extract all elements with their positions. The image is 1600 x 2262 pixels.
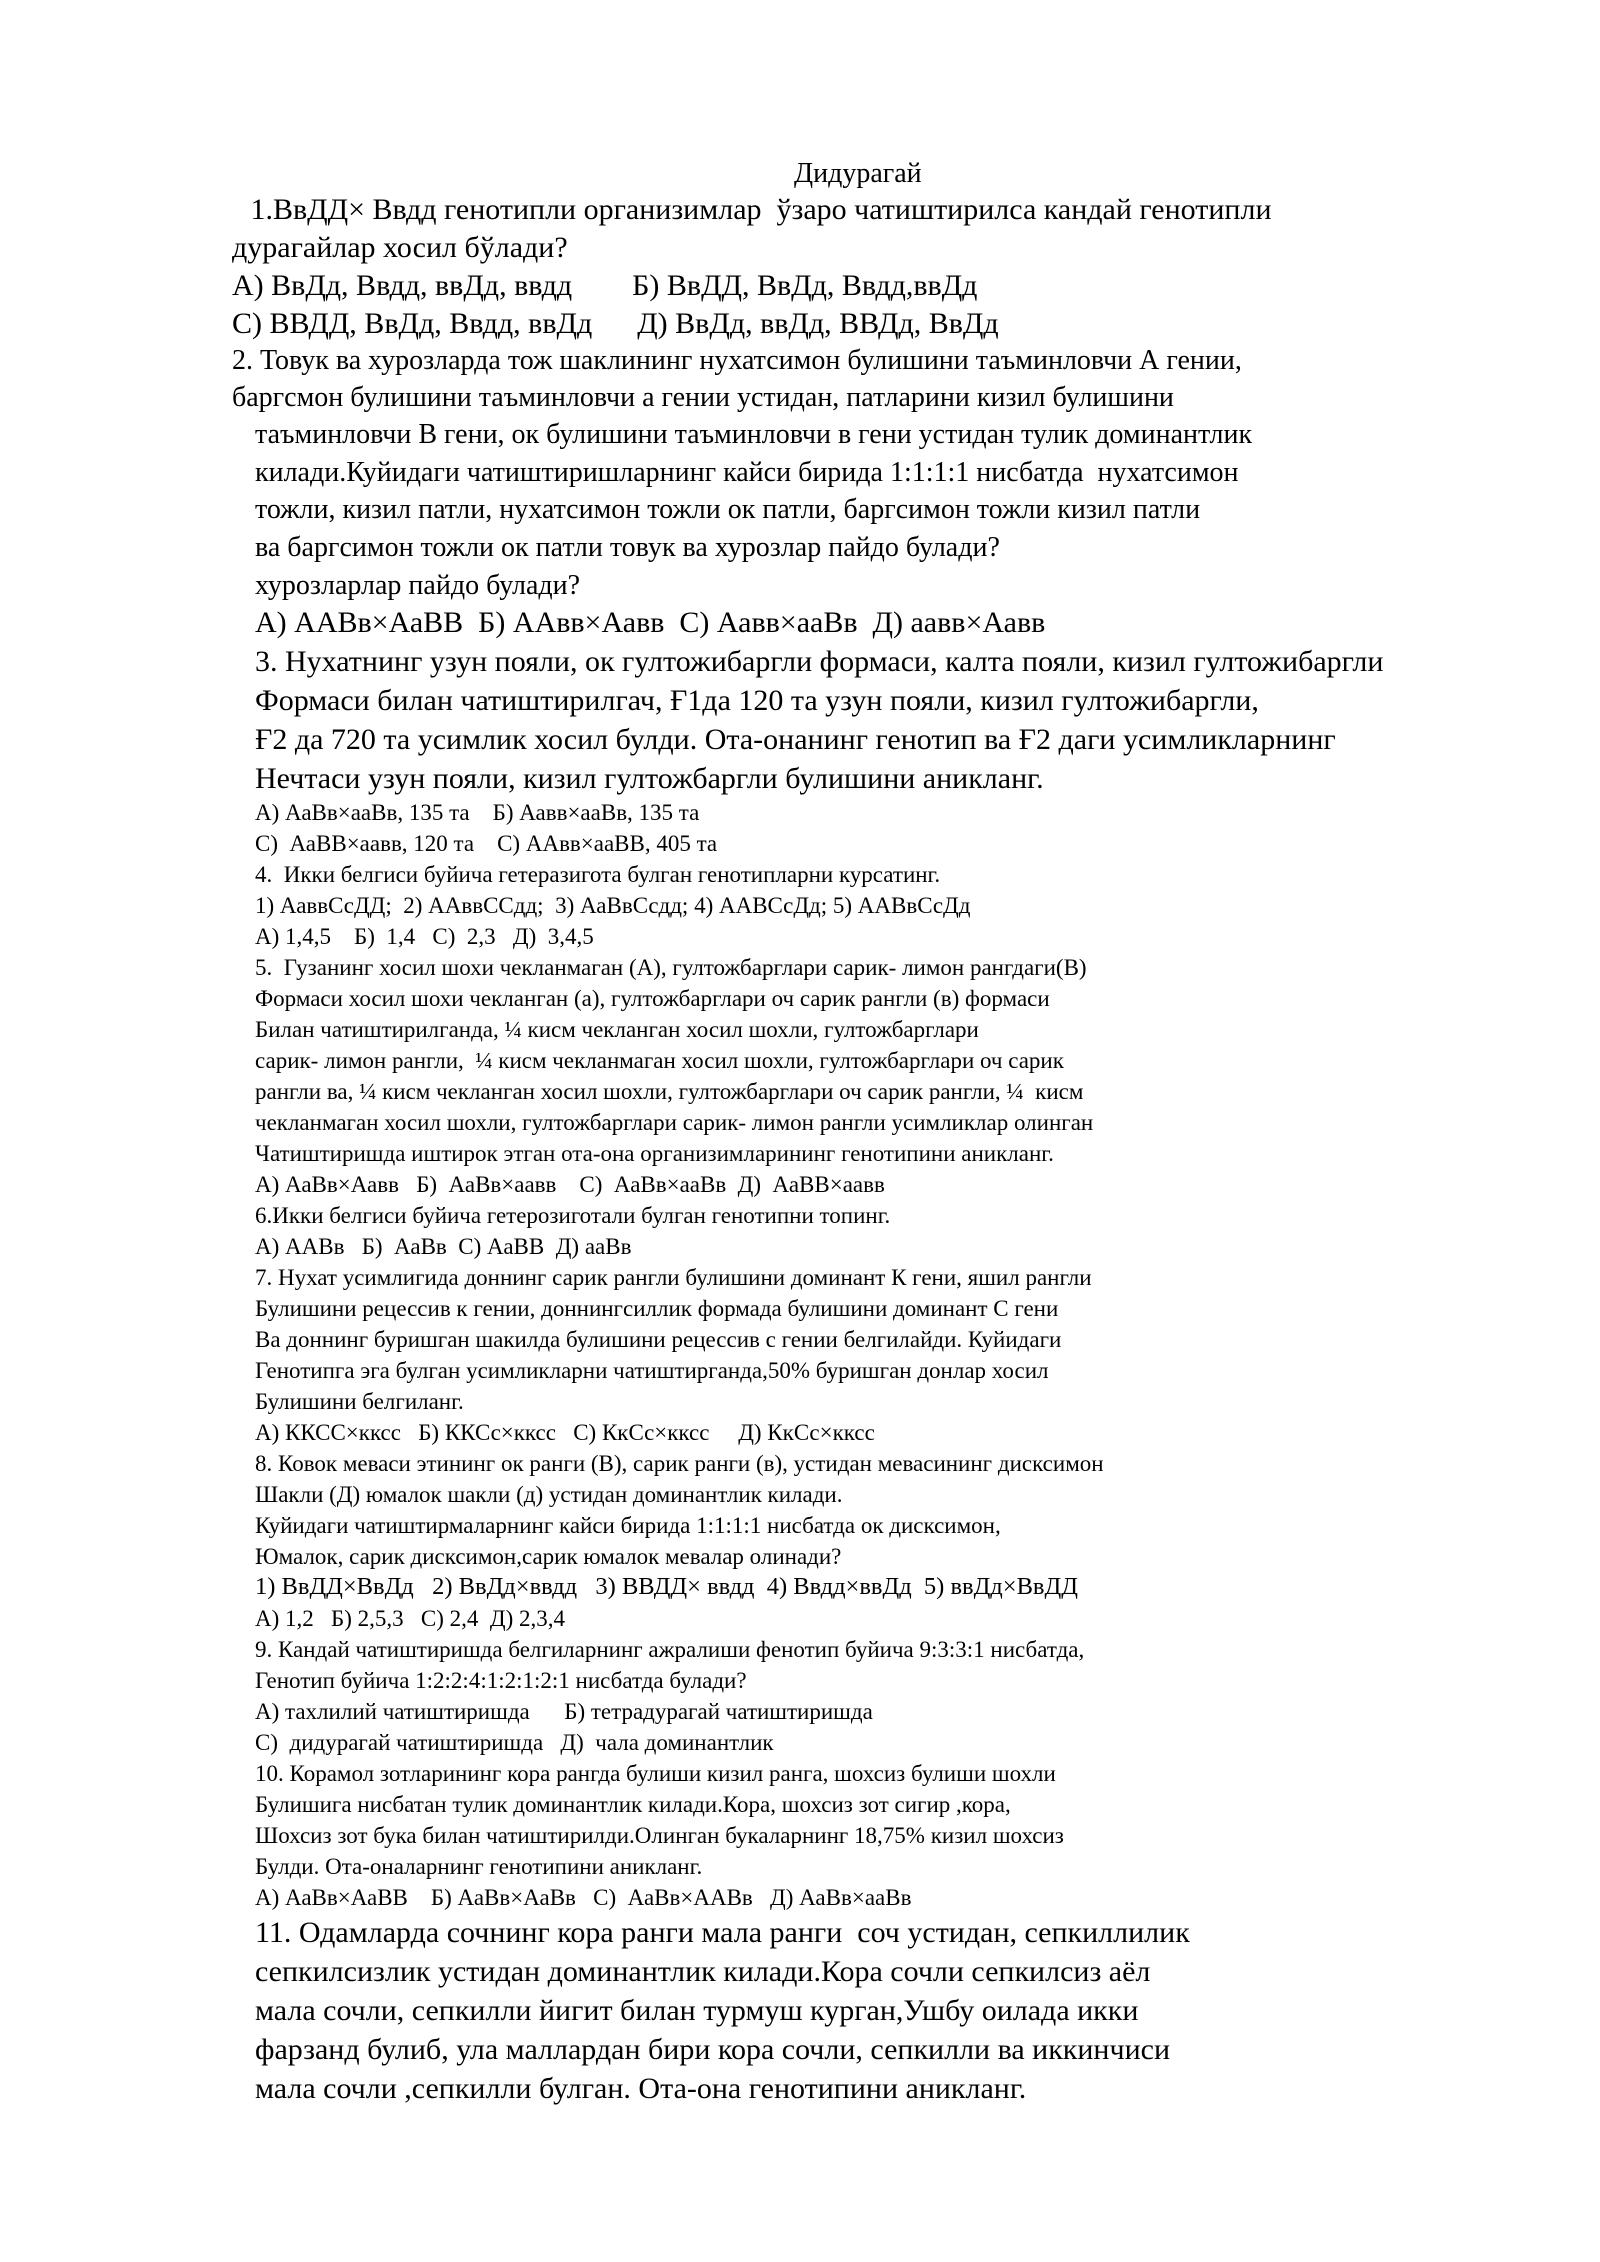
question-line: Формаси билан чатиштирилгач, Ғ1да 120 та узун пояли, кизил гултожибаргли,	[255, 684, 1259, 717]
answer-line: А) ААВв×АаВВ Б) ААвв×Аавв С) Аавв×ааВв Д) аавв×Аавв	[255, 606, 1046, 639]
question-line: Ва доннинг буришган шакилда булишини рецессив с гении белгилайди. Куйидаги	[255, 1327, 1062, 1352]
answer-line: А) 1,2 Б) 2,5,3 С) 2,4 Д) 2,3,4	[255, 1606, 565, 1631]
question-line: Куйидаги чатиштирмаларнинг кайси бирида 1:1:1:1 нисбатда ок дисксимон,	[255, 1513, 1001, 1538]
question-line: 8. Ковок меваси этининг ок ранги (В), сарик ранги (в), устидан мевасининг дисксимон	[255, 1451, 1104, 1476]
answer-line: С) дидурагай чатиштиришда Д) чала доминантлик	[255, 1730, 774, 1755]
question-line: Шакли (Д) юмалок шакли (д) устидан доминантлик килади.	[255, 1482, 843, 1507]
question-line: дурагайлар хосил бўлади?	[232, 231, 568, 264]
answer-line: А) 1,4,5 Б) 1,4 С) 2,3 Д) 3,4,5	[255, 924, 594, 949]
answer-line: 1) ВвДД×ВвДд 2) ВвДд×ввдд 3) ВВДД× ввдд 4) Ввдд×ввДд 5) ввДд×ВвДД	[255, 1573, 1078, 1600]
question-line: 3. Нухатнинг узун пояли, ок гултожибаргли формаси, калта пояли, кизил гултожибаргли	[255, 645, 1384, 678]
question-line: рангли ва, ¼ кисм чекланган хосил шохли, гултожбарглари оч сарик рангли, ¼ кисм	[255, 1079, 1084, 1104]
question-line: Шохсиз зот бука билан чатиштирилди.Олинган букаларнинг 18,75% кизил шохсиз	[255, 1823, 1064, 1848]
question-line: 10. Корамол зотларининг кора рангда булиши кизил ранга, шохсиз булиши шохли	[255, 1761, 1056, 1786]
answer-line: А) ААВв Б) АаВв С) АаВВ Д) ааВв	[255, 1234, 632, 1259]
question-line: 6.Икки белгиси буйича гетерозиготали булган генотипни топинг.	[255, 1203, 891, 1228]
question-line: Генотипга эга булган усимликларни чатиштирганда,50% буришган донлар хосил	[255, 1358, 1049, 1383]
question-line: 7. Нухат усимлигида доннинг сарик рангли булишини доминант К гени, яшил рангли	[255, 1265, 1092, 1290]
answer-line: А) тахлилий чатиштиришда Б) тетрадурагай чатиштиришда	[255, 1699, 873, 1724]
question-line: Нечтаси узун пояли, кизил гултожбаргли булишини аникланг.	[255, 762, 1044, 795]
question-line: 11. Одамларда сочнинг кора ранги мала ранги соч устидан, сепкиллилик	[255, 1916, 1190, 1949]
question-line: Билан чатиштирилганда, ¼ кисм чекланган хосил шохли, гултожбарглари	[255, 1017, 979, 1042]
page-title: Дидурагай	[794, 158, 922, 189]
question-line: Формаси хосил шохи чекланган (а), гултожбарглари оч сарик рангли (в) формаси	[255, 986, 1050, 1011]
question-line: тожли, кизил патли, нухатсимон тожли ок патли, баргсимон тожли кизил патли	[255, 494, 1201, 525]
question-line: Булишига нисбатан тулик доминантлик килади.Кора, шохсиз зот сигир ,кора,	[255, 1792, 1011, 1817]
question-line: сарик- лимон рангли, ¼ кисм чекланмаган хосил шохли, гултожбарглари оч сарик	[255, 1048, 1064, 1073]
question-line: Ғ2 да 720 та усимлик хосил булди. Ота-онанинг генотип ва Ғ2 даги усимликларнинг	[255, 723, 1336, 756]
question-line: ва баргсимон тожли ок патли товук ва хурозлар пайдо булади?	[255, 532, 1000, 563]
answer-line: С) АаВВ×аавв, 120 та С) ААвв×ааВВ, 405 та	[255, 831, 718, 856]
question-line: баргсмон булишини таъминловчи а гении устидан, патларини кизил булишини	[232, 382, 1174, 413]
answer-line: А) ККСС×кксс Б) ККСс×кксс С) КкСс×кксс Д) КкСс×кксс	[255, 1420, 875, 1445]
question-line: мала сочли, сепкилли йигит билан турмуш курган,Ушбу оилада икки	[255, 1994, 1139, 2027]
answer-line: А) АаВв×ааВв, 135 та Б) Аавв×ааВв, 135 та	[255, 800, 700, 825]
answer-line: С) ВВДД, ВвДд, Ввдд, ввДд Д) ВвДд, ввДд, ВВДд, ВвДд	[232, 307, 999, 340]
answer-line: А) ВвДд, Ввдд, ввДд, ввдд Б) ВвДД, ВвДд, Ввдд,ввДд	[232, 269, 978, 302]
question-line: 1.ВвДД× Ввдд генотипли организимлар ўзаро чатиштирилса кандай генотипли	[243, 193, 1272, 226]
question-line: килади.Куйидаги чатиштиришларнинг кайси бирида 1:1:1:1 нисбатда нухатсимон	[255, 457, 1239, 488]
question-line: Булди. Ота-оналарнинг генотипини аникланг.	[255, 1854, 703, 1879]
question-line: 4. Икки белгиси буйича гетеразигота булган генотипларни курсатинг.	[255, 862, 941, 887]
question-line: Булишини рецессив к гении, доннингсиллик формада булишини доминант С гени	[255, 1296, 1059, 1321]
question-line: Генотип буйича 1:2:2:4:1:2:1:2:1 нисбатда булади?	[255, 1668, 747, 1693]
question-line: мала сочли ,сепкилли булган. Ота-она генотипини аникланг.	[255, 2072, 1027, 2105]
question-line: Булишини белгиланг.	[255, 1389, 464, 1414]
question-line: Чатиштиришда иштирок этган ота-она организимларининг генотипини аникланг.	[255, 1141, 1054, 1166]
question-line: таъминловчи В гени, ок булишини таъминловчи в гени устидан тулик доминантлик	[255, 419, 1253, 450]
answer-line: А) АаВв×АаВВ Б) АаВв×АаВв С) АаВв×ААВв Д) АаВв×ааВв	[255, 1885, 912, 1910]
question-line: 2. Товук ва хурозларда тож шаклининг нухатсимон булишини таъминловчи А гении,	[232, 345, 1242, 376]
question-line: Юмалок, сарик дисксимон,сарик юмалок мевалар олинади?	[255, 1544, 842, 1569]
question-line: 9. Кандай чатиштиришда белгиларнинг ажралиши фенотип буйича 9:3:3:1 нисбатда,	[255, 1637, 1085, 1662]
answer-line: А) АаВв×Аавв Б) АаВв×аавв С) АаВв×ааВв Д) АаВВ×аавв	[255, 1172, 885, 1197]
question-line: фарзанд булиб, ула маллардан бири кора сочли, сепкилли ва иккинчиси	[255, 2033, 1170, 2066]
question-line: хурозларлар пайдо булади?	[255, 570, 581, 601]
question-line: 5. Гузанинг хосил шохи чекланмаган (А), гултожбарглари сарик- лимон рангдаги(В)	[255, 955, 1087, 980]
answer-line: 1) АаввСсДД; 2) ААввССдд; 3) АаВвСсдд; 4) ААВСсДд; 5) ААВвСсДд	[255, 893, 971, 918]
question-line: чекланмаган хосил шохли, гултожбарглари сарик- лимон рангли усимликлар олинган	[255, 1110, 1094, 1135]
question-line: сепкилсизлик устидан доминантлик килади.Кора сочли сепкилсиз аёл	[255, 1955, 1151, 1988]
